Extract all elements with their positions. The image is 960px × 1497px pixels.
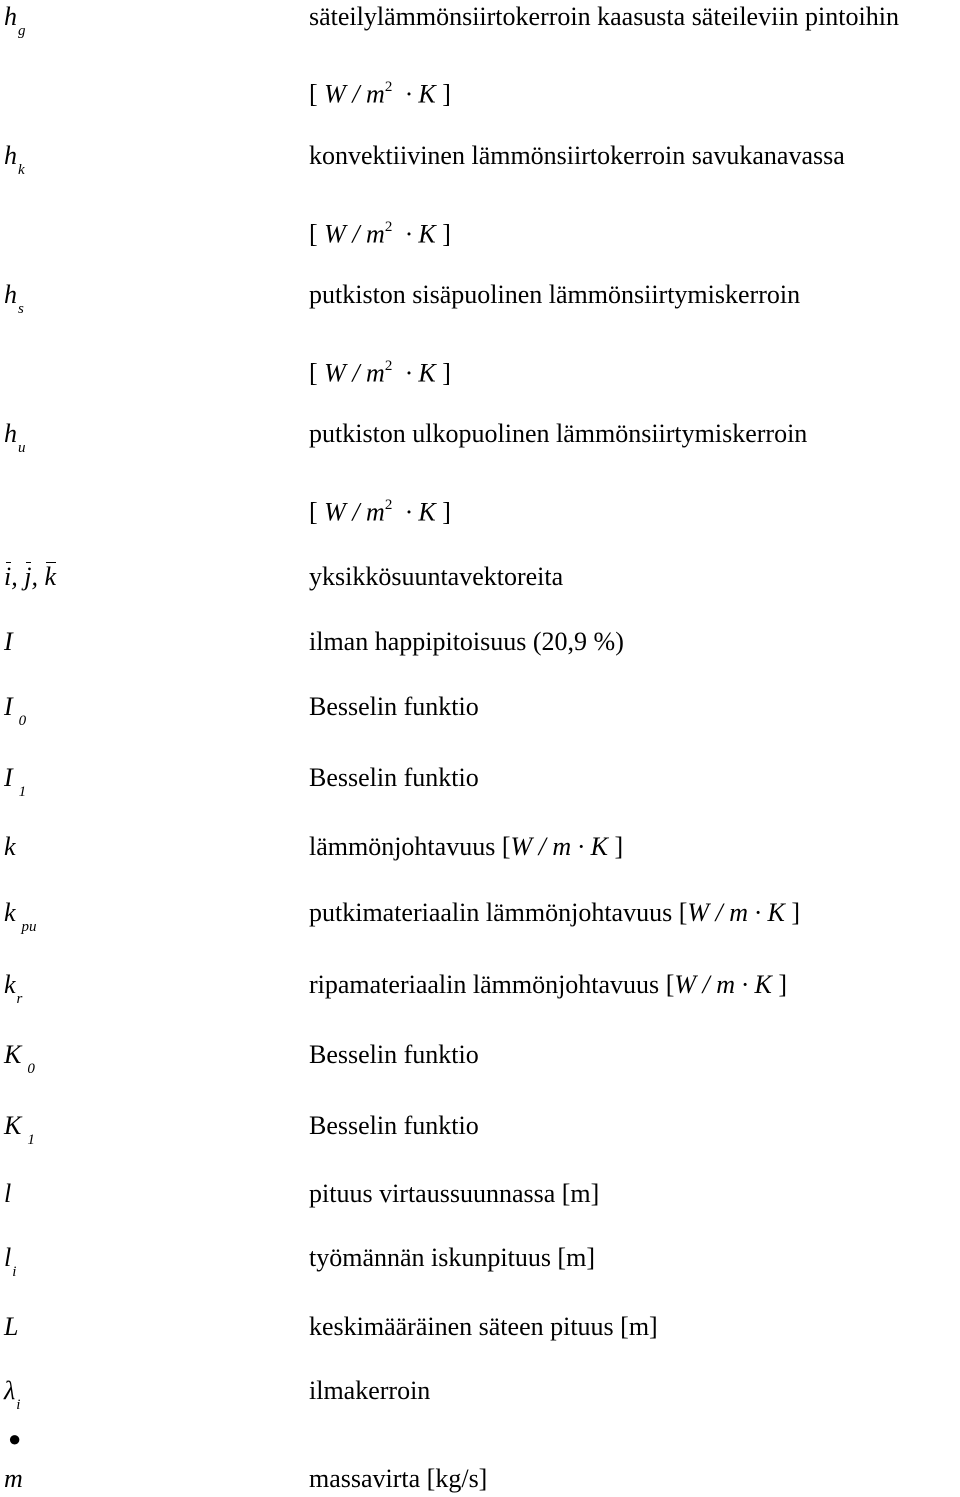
symbol: I [4, 627, 13, 656]
symbol: i, j, k [4, 560, 56, 594]
symbol: K $_1$ [4, 1111, 35, 1148]
symbol: I $_0$ [4, 692, 27, 729]
symbol: I $_1$ [4, 763, 27, 800]
entry-h-u [0, 417, 960, 457]
description: ripamateriaalin lämmönjohtavuus [W / m · K ] [309, 970, 788, 999]
symbol: m [4, 1464, 23, 1493]
unit: [ $W / m^2 \cdot K$ ] [309, 79, 451, 109]
description: Besselin funktio [309, 763, 479, 792]
description: Besselin funktio [309, 1040, 479, 1069]
entry-bessel-k0 [0, 1038, 960, 1078]
entry-length [0, 1177, 960, 1217]
entry-oxygen-content [0, 625, 960, 665]
symbol: $l_i$ [4, 1243, 17, 1280]
unit: [ $W / m^2 \cdot K$ ] [309, 497, 451, 527]
entry-stroke-length [0, 1241, 960, 1281]
symbol: K $_0$ [4, 1040, 35, 1077]
unit-row-h-s [0, 351, 960, 391]
description: ilman happipitoisuus (20,9 %) [309, 627, 624, 656]
entry-h-g [0, 0, 960, 40]
description: keskimääräinen säteen pituus [m] [309, 1312, 658, 1341]
unit-row-h-k [0, 212, 960, 252]
symbol: l [4, 1179, 12, 1208]
symbol: $h_u$ [4, 419, 26, 456]
entry-fin-conductivity [0, 968, 960, 1008]
symbol: $h_k$ [4, 141, 25, 178]
time-derivative-dot: ● [8, 1426, 22, 1451]
description: Besselin funktio [309, 692, 479, 721]
symbol: $k_r$ [4, 970, 23, 1007]
unit: [ $W / m^2 \cdot K$ ] [309, 358, 451, 388]
unit: [ $W / m^2 \cdot K$ ] [309, 219, 451, 249]
description: pituus virtaussuunnassa [m] [309, 1179, 600, 1208]
description: säteilylämmönsiirtokerroin kaasusta säteileviin pintoihin [309, 2, 899, 31]
entry-mass-flow [0, 1428, 960, 1492]
description: putkimateriaalin lämmönjohtavuus [W / m · K ] [309, 898, 801, 927]
description: yksikkösuuntavektoreita [309, 562, 564, 591]
symbol: k $_{pu}$ [4, 898, 37, 935]
description: lämmönjohtavuus [W / m · K ] [309, 832, 624, 861]
entry-bessel-i0 [0, 690, 960, 730]
description: Besselin funktio [309, 1111, 479, 1140]
description: työmännän iskunpituus [m] [309, 1243, 595, 1272]
entry-unit-vectors [0, 560, 960, 600]
description: putkiston ulkopuolinen lämmönsiirtymiskerroin [309, 419, 808, 448]
symbol: k [4, 832, 16, 861]
description: ilmakerroin [309, 1376, 431, 1405]
entry-h-s [0, 278, 960, 318]
unit-row-h-u [0, 490, 960, 530]
description: putkiston sisäpuolinen lämmönsiirtymiskerroin [309, 280, 801, 309]
symbol: $\lambda_i$ [4, 1376, 21, 1413]
entry-bessel-k1 [0, 1109, 960, 1149]
symbol: $h_s$ [4, 280, 24, 317]
unit-row-h-g [0, 72, 960, 112]
symbol: $h_g$ [4, 2, 26, 39]
entry-mean-beam-length [0, 1310, 960, 1350]
entry-h-k [0, 139, 960, 179]
entry-bessel-i1 [0, 761, 960, 801]
description: konvektiivinen lämmönsiirtokerroin savukanavassa [309, 141, 845, 170]
symbol: L [4, 1312, 19, 1341]
description: massavirta [kg/s] [309, 1464, 488, 1493]
entry-thermal-conductivity [0, 830, 960, 870]
entry-pipe-conductivity [0, 896, 960, 936]
entry-air-ratio [0, 1374, 960, 1414]
